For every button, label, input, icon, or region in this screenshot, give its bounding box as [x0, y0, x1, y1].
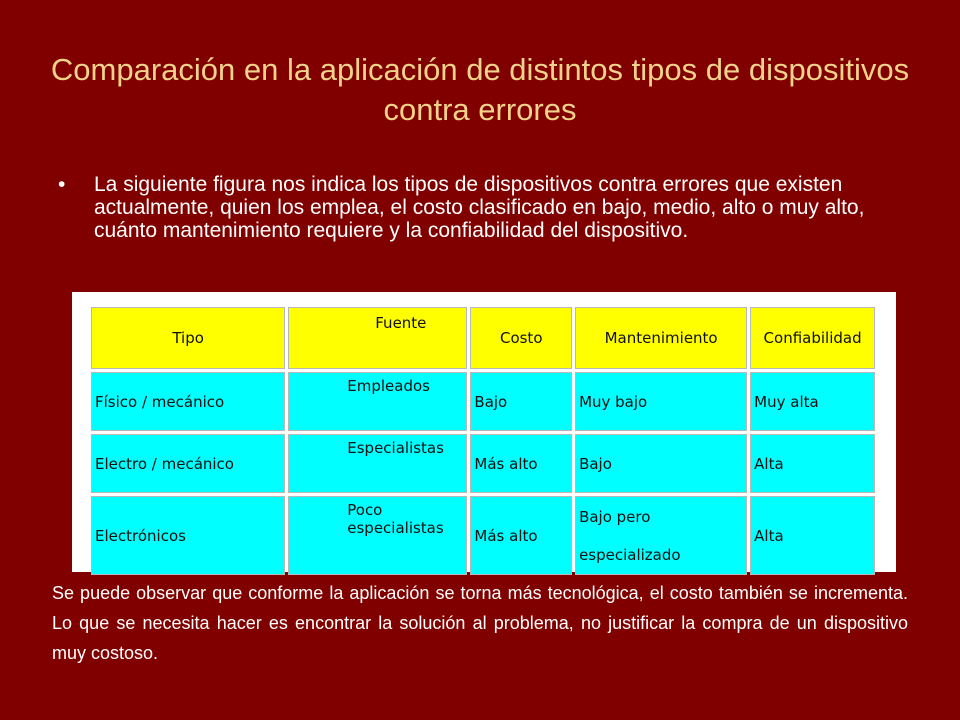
slide-title: Comparación en la aplicación de distintos tipos de dispositivos contra errores — [50, 52, 910, 127]
cell-confiabilidad: Muy alta — [750, 372, 875, 431]
table-row — [91, 372, 875, 431]
bullet-item — [58, 173, 908, 242]
cell-costo: Más alto — [470, 496, 572, 575]
comparison-table-panel — [72, 292, 896, 572]
bullet-marker: • — [58, 173, 66, 196]
header-cell-costo: Costo — [470, 307, 572, 369]
cell-mantenimiento — [575, 434, 747, 493]
cell-confiabilidad: Alta — [750, 434, 875, 493]
cell-mantenimiento-line: Muy bajo — [579, 392, 648, 411]
cell-confiabilidad: Alta — [750, 496, 875, 575]
header-cell-tipo: Tipo — [91, 307, 285, 369]
footer-paragraph: Se puede observar que conforme la aplicación se torna más tecnológica, el costo también se incrementa. Lo que se necesita hacer es encontrar la solución al problema, no justificar la compra de un dispositivo muy costoso. — [52, 583, 908, 663]
comparison-table — [88, 304, 878, 578]
cell-tipo: Electrónicos — [91, 496, 285, 575]
cell-fuente — [288, 372, 467, 431]
bullet-text: La siguiente figura nos indica los tipos de dispositivos contra errores que existen actualmente, quien los emplea, el costo clasificado en bajo, medio, alto o muy alto, cuánto mantenimiento requiere y la confiabilidad del dispositivo. — [94, 173, 865, 242]
table-row — [91, 434, 875, 493]
table-row — [91, 496, 875, 575]
header-cell-mantenimiento: Mantenimiento — [575, 307, 747, 369]
header-cell-confiabilidad: Confiabilidad — [750, 307, 875, 369]
cell-fuente-line: Empleados — [347, 377, 430, 395]
cell-fuente-line: Poco — [347, 501, 383, 519]
cell-mantenimiento-line: Bajo — [579, 454, 612, 473]
cell-fuente-line: Especialistas — [347, 439, 444, 457]
cell-tipo: Electro / mecánico — [91, 434, 285, 493]
cell-fuente — [288, 434, 467, 493]
cell-costo: Más alto — [470, 434, 572, 493]
cell-tipo: Físico / mecánico — [91, 372, 285, 431]
cell-mantenimiento-line: Bajo pero — [579, 507, 651, 526]
cell-fuente — [288, 496, 467, 575]
cell-mantenimiento-line: especializado — [579, 545, 681, 564]
cell-fuente-line: especialistas — [347, 519, 444, 537]
cell-costo: Bajo — [470, 372, 572, 431]
table-header-row — [91, 307, 875, 369]
cell-mantenimiento — [575, 372, 747, 431]
header-cell-fuente: Fuente — [288, 307, 467, 369]
cell-mantenimiento — [575, 496, 747, 575]
